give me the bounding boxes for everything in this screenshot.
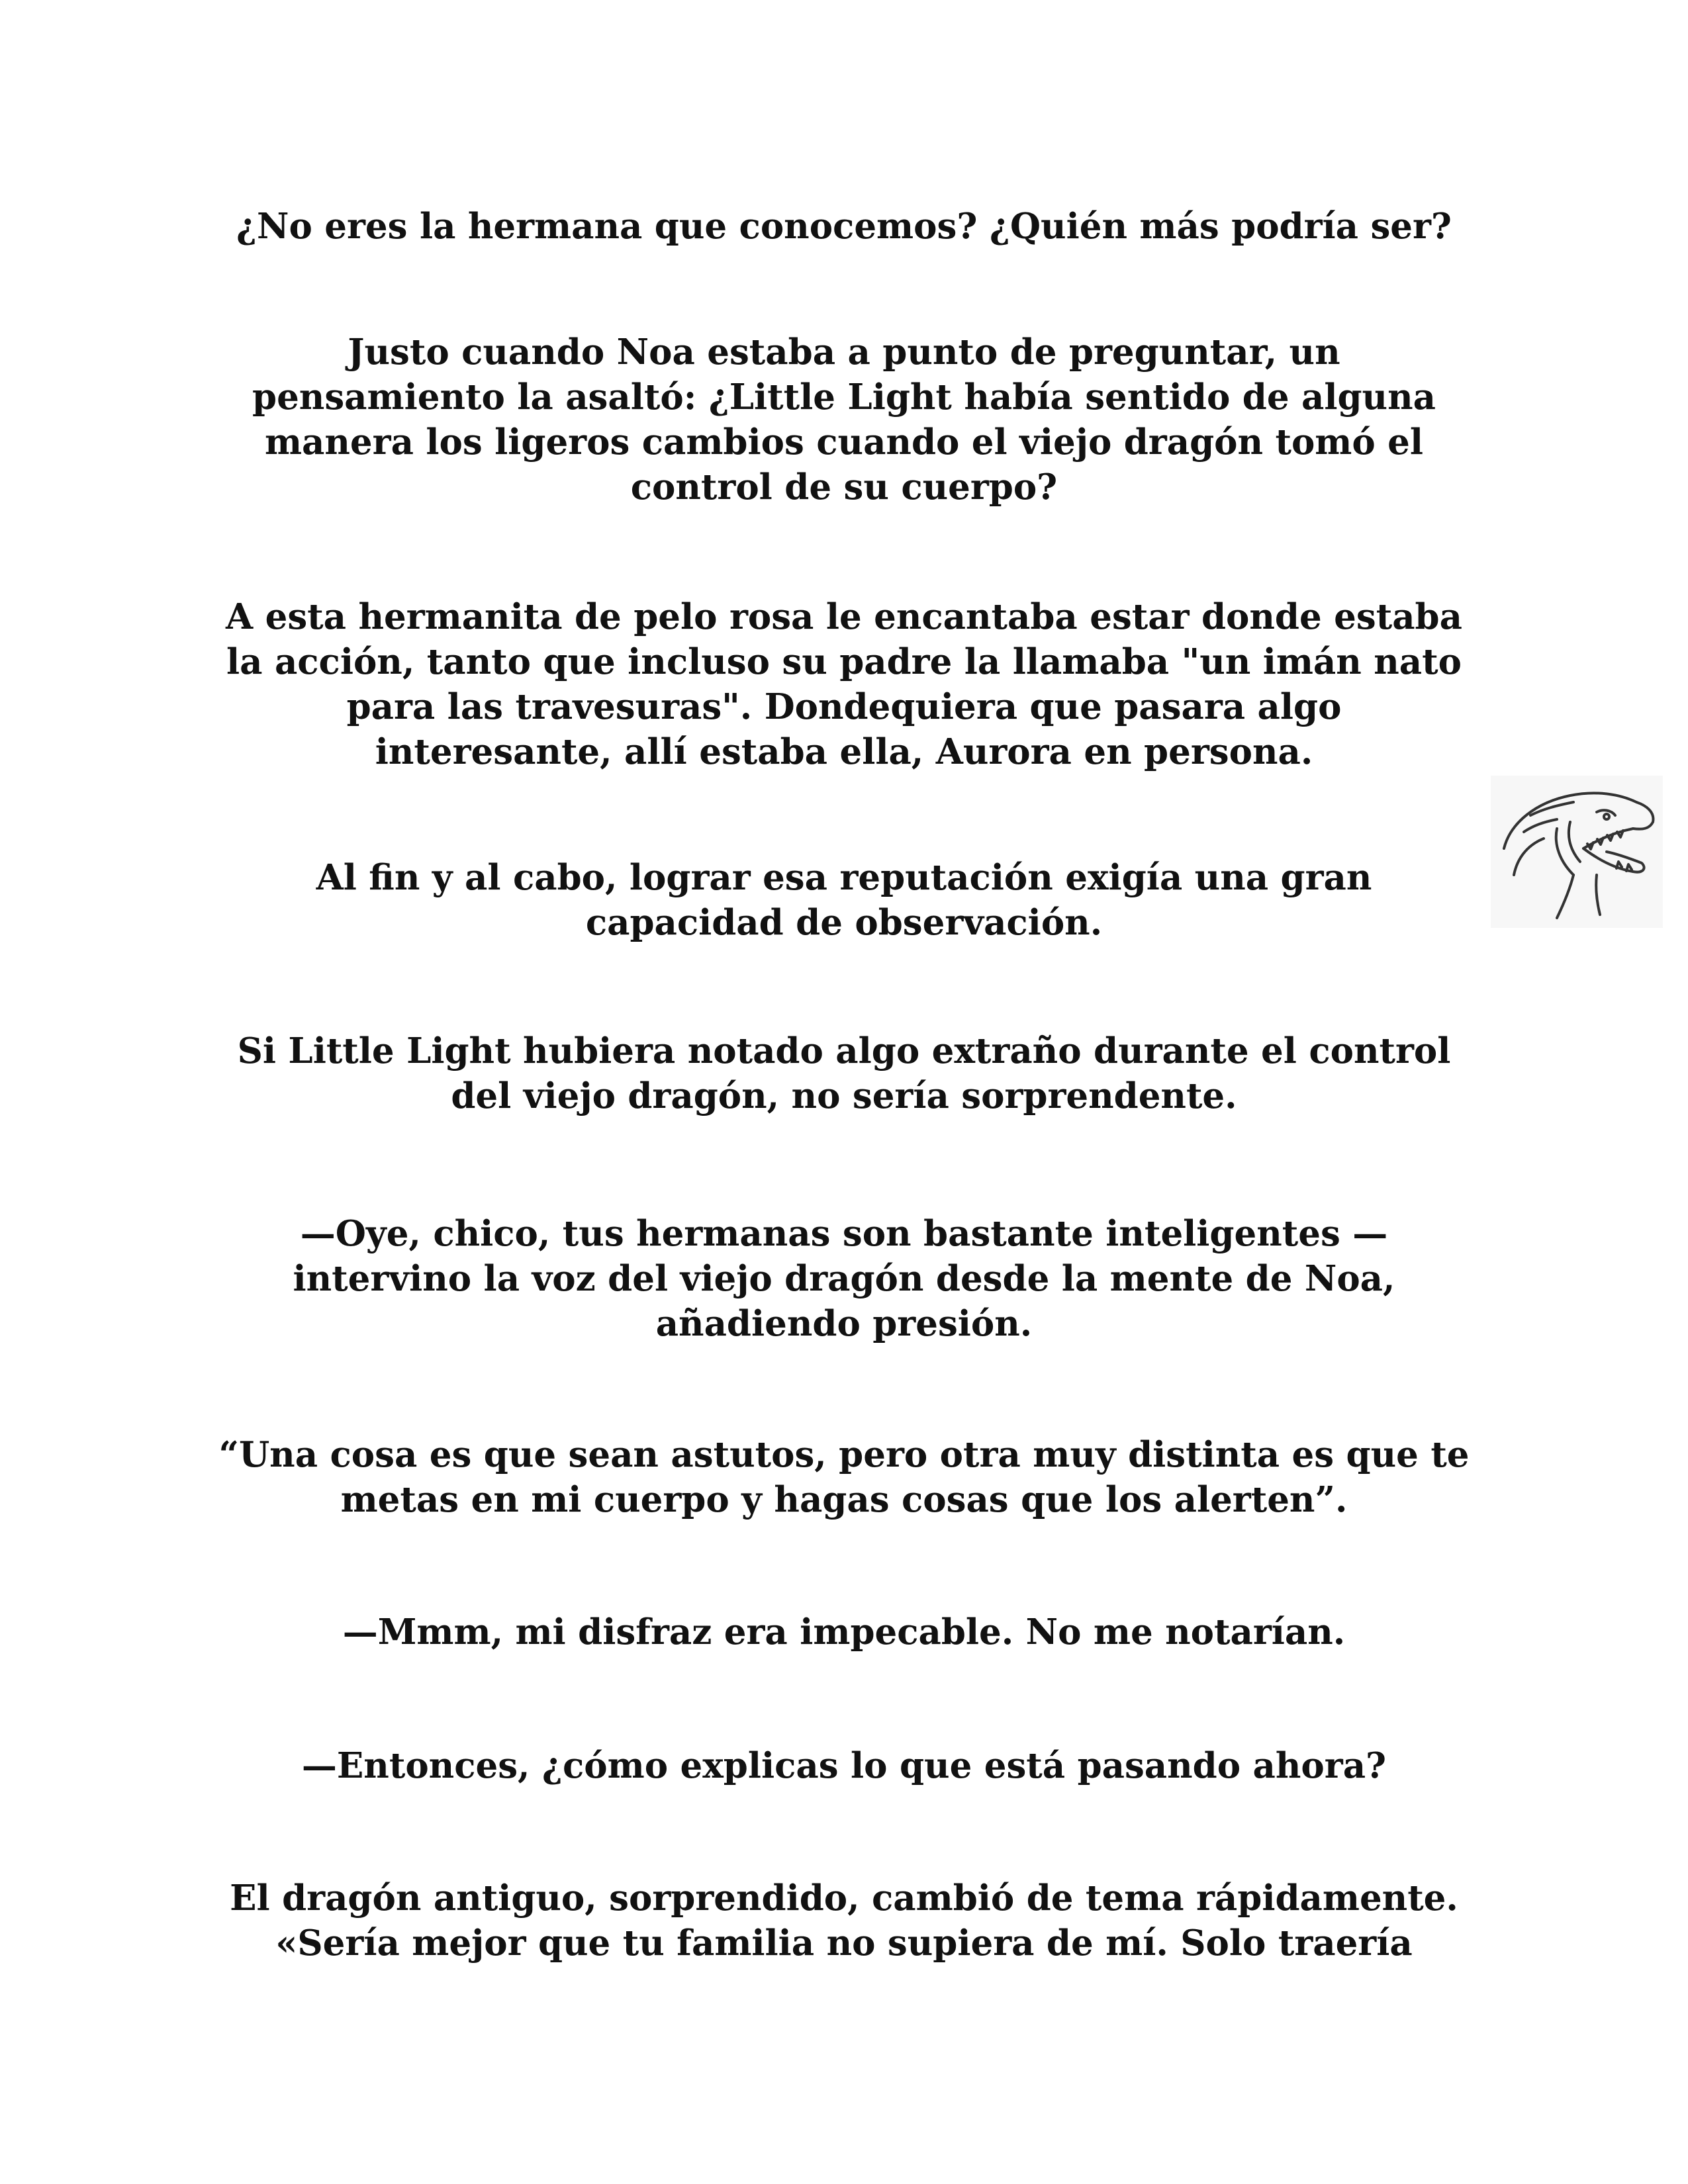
paragraph-2: Justo cuando Noa estaba a punto de preguntar, un pensamiento la asaltó: ¿Little Light había sentido de alguna manera los ligeros cambios cuando el viejo dragón tomó el control de su cuerpo? bbox=[252, 332, 1436, 508]
paragraph-3: A esta hermanita de pelo rosa le encantaba estar donde estaba la acción, tanto que incluso su padre la llamaba "un imán nato para las travesuras". Dondequiera que pasara algo interesante, allí estaba ella, Aurora en persona. bbox=[226, 596, 1462, 772]
paragraph-4: Al fin y al cabo, lograr esa reputación exigía una gran capacidad de observación. bbox=[316, 857, 1372, 943]
paragraph-6: —Oye, chico, tus hermanas son bastante inteligentes — intervino la voz del viejo dragón desde la mente de Noa, añadiendo presión. bbox=[293, 1213, 1395, 1344]
paragraph-8: —Mmm, mi disfraz era impecable. No me notarían. bbox=[342, 1612, 1346, 1653]
paragraph-1: ¿No eres la hermana que conocemos? ¿Quién más podría ser? bbox=[236, 206, 1452, 247]
paragraph-9: —Entonces, ¿cómo explicas lo que está pasando ahora? bbox=[301, 1745, 1387, 1786]
paragraph-5: Si Little Light hubiera notado algo extraño durante el control del viejo dragón, no sería sorprendente. bbox=[237, 1030, 1451, 1116]
dinosaur-head-sketch-icon bbox=[1491, 776, 1663, 928]
paragraph-10: El dragón antiguo, sorprendido, cambió de tema rápidamente. «Sería mejor que tu familia no supiera de mí. Solo traería bbox=[230, 1878, 1458, 1964]
paragraph-7: “Una cosa es que sean astutos, pero otra muy distinta es que te metas en mi cuerpo y hagas cosas que los alerten”. bbox=[218, 1434, 1470, 1520]
